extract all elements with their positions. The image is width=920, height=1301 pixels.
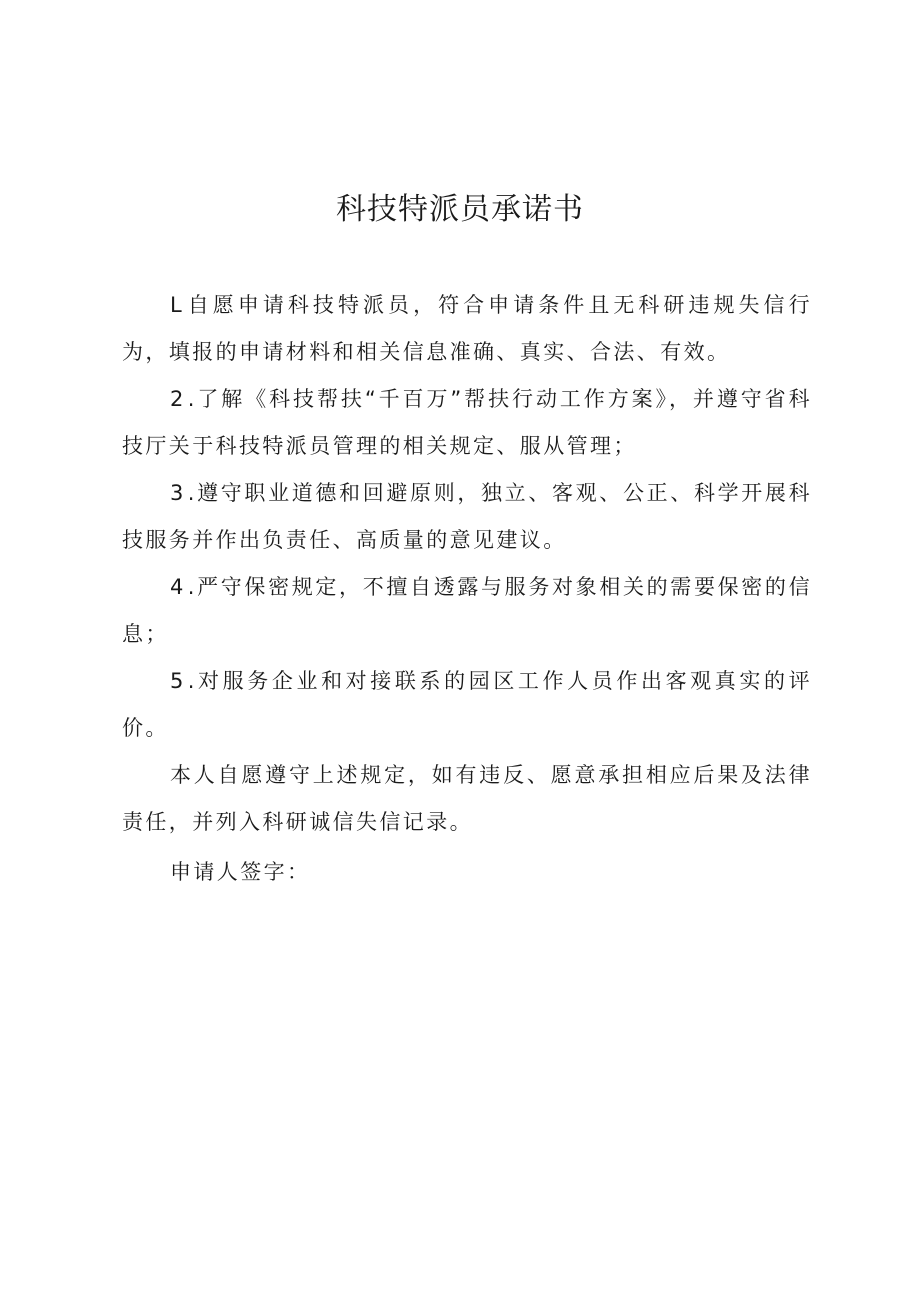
commitment-item-3: [122, 470, 812, 564]
commitment-item-5: [122, 658, 812, 752]
item-number: 4: [170, 575, 186, 599]
item-number: L: [170, 293, 185, 317]
document-title: 科技特派员承诺书: [336, 192, 584, 227]
item-text: 自愿申请科技特派员，符合申请条件且无科研违规失信行为，填报的申请材料和相关信息准确、真实、合法、有效。: [122, 293, 812, 364]
document-body: [122, 282, 812, 846]
item-number: 3: [170, 481, 186, 505]
commitment-item-4: [122, 564, 812, 658]
closing-statement: 本人自愿遵守上述规定，如有违反、愿意承担相应后果及法律责任，并列入科研诚信失信记录。: [122, 763, 812, 834]
item-number: 5: [170, 669, 186, 693]
item-text: .严守保密规定，不擅自透露与服务对象相关的需要保密的信息；: [122, 575, 812, 646]
commitment-item-1: [122, 282, 812, 376]
item-text: .了解《科技帮扶“千百万”帮扶行动工作方案》，并遵守省科技厅关于科技特派员管理的相关规定、服从管理；: [122, 387, 812, 458]
item-text: .遵守职业道德和回避原则，独立、客观、公正、科学开展科技服务并作出负责任、高质量的意见建议。: [122, 481, 812, 552]
commitment-item-2: [122, 376, 812, 470]
signature-label: 申请人签字：: [170, 860, 311, 884]
item-number: 2: [170, 387, 186, 411]
item-text: .对服务企业和对接联系的园区工作人员作出客观真实的评价。: [122, 669, 812, 740]
